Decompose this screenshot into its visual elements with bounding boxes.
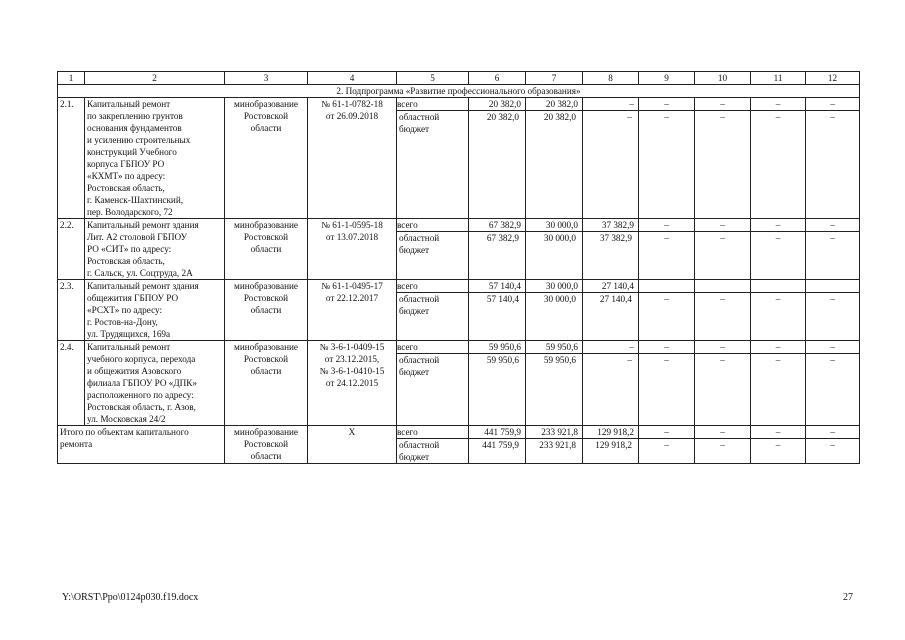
text-line: минобразование — [234, 281, 298, 291]
text-line: области — [250, 123, 282, 133]
amount-total: 441 759,9 — [469, 426, 526, 439]
amount-cell — [695, 98, 751, 219]
text-line: Итого по объектам капитального — [60, 427, 189, 437]
amount-cell — [751, 341, 806, 426]
text-line: Лит. А2 столовой ГБПОУ — [87, 232, 188, 242]
column-number-header: 1 — [58, 72, 85, 85]
object-name — [85, 341, 225, 426]
amount-budget: 30 000,0 — [543, 233, 576, 243]
text-line: ул. Трудящихся, 169а — [87, 329, 171, 339]
file-path: Y:\ORST\Ppo\0124p030.f19.docx — [62, 592, 199, 603]
column-number-header: 11 — [751, 72, 806, 85]
text-line: Капитальный ремонт — [87, 342, 171, 352]
amount-budget: 20 382,0 — [486, 112, 519, 122]
text-line: конструкций Учебного — [87, 147, 177, 157]
amount-total: – — [583, 341, 639, 354]
amount-total: – — [639, 219, 695, 232]
amount-cell — [695, 341, 751, 426]
amount-budget: – — [664, 355, 669, 365]
amount-cell — [806, 219, 860, 280]
amount-budget: – — [664, 440, 669, 450]
document-number — [308, 341, 397, 426]
column-number-header: 4 — [308, 72, 397, 85]
text-line: областной — [399, 294, 440, 304]
text-line: областной — [399, 112, 440, 122]
amount-budget: 37 382,9 — [599, 233, 632, 243]
amount-total: 20 382,0 — [526, 98, 583, 111]
text-line: Капитальный ремонт здания — [87, 220, 199, 230]
object-name — [85, 280, 225, 341]
text-line: г. Сальск, ул. Соцтруда, 2А — [87, 268, 193, 278]
amount-total — [751, 280, 806, 293]
source-total-label: всего — [397, 219, 469, 232]
amount-total: – — [695, 426, 751, 439]
text-line: Ростовской — [243, 232, 289, 242]
funding-source — [397, 426, 469, 464]
amount-cell — [639, 219, 695, 280]
amount-cell — [806, 426, 860, 464]
column-number-header: 3 — [225, 72, 308, 85]
amount-cell — [639, 98, 695, 219]
amount-budget: – — [775, 233, 781, 243]
table-row — [58, 341, 860, 426]
amount-total: 37 382,9 — [583, 219, 639, 232]
amount-budget: 233 921,8 — [539, 440, 576, 450]
amount-total: – — [751, 426, 806, 439]
organization — [225, 280, 308, 341]
column-number-header: 8 — [583, 72, 639, 85]
amount-cell — [751, 280, 806, 341]
funding-source — [397, 280, 469, 341]
document-number — [308, 219, 397, 280]
amount-budget: – — [627, 112, 632, 122]
organization — [225, 98, 308, 219]
amount-cell — [639, 280, 695, 341]
amount-budget: – — [720, 112, 725, 122]
amount-total: 129 918,2 — [583, 426, 639, 439]
amount-total: – — [751, 219, 806, 232]
amount-cell — [695, 280, 751, 341]
amount-total: 30 000,0 — [526, 219, 583, 232]
text-line: г. Ростов-на-Дону, — [87, 317, 158, 327]
amount-budget: 441 759,9 — [482, 440, 519, 450]
amount-cell — [526, 219, 583, 280]
text-line: и усилению строительных — [87, 135, 191, 145]
amount-budget: 59 950,6 — [486, 355, 519, 365]
funding-source — [397, 341, 469, 426]
text-line: Ростовской — [243, 354, 289, 364]
amount-budget: – — [830, 233, 835, 243]
text-line: основания фундаментов — [87, 123, 182, 133]
amount-cell — [583, 219, 639, 280]
amount-budget: 67 382,9 — [486, 233, 519, 243]
text-line: минобразование — [234, 427, 298, 437]
text-line: Ростовская область, г. Азов, — [87, 402, 196, 412]
column-number-header: 5 — [397, 72, 469, 85]
amount-cell — [583, 280, 639, 341]
text-line: бюджет — [399, 245, 430, 255]
text-line: областной — [399, 440, 440, 450]
amount-budget: – — [720, 233, 725, 243]
text-line: области — [250, 366, 282, 376]
source-total-label: всего — [397, 341, 469, 354]
amount-total: – — [695, 219, 751, 232]
amount-budget: – — [830, 294, 835, 304]
amount-cell — [469, 219, 526, 280]
amount-total: 30 000,0 — [526, 280, 583, 293]
amount-budget: – — [830, 355, 835, 365]
column-number-header: 6 — [469, 72, 526, 85]
object-name — [85, 219, 225, 280]
amount-cell — [695, 219, 751, 280]
text-line: области — [250, 244, 282, 254]
amount-budget: – — [775, 294, 781, 304]
amount-total: – — [695, 341, 751, 354]
text-line: расположенного по адресу: — [87, 390, 194, 400]
text-line: «РСХТ» по адресу: — [87, 305, 163, 315]
amount-total: – — [583, 98, 639, 111]
amount-cell — [526, 280, 583, 341]
row-number: 2.3. — [58, 280, 85, 341]
amount-budget: – — [830, 112, 835, 122]
row-number: 2.2. — [58, 219, 85, 280]
capital-repair-table — [57, 71, 860, 464]
text-line: «КХМТ» по адресу: — [87, 171, 166, 181]
amount-budget: 20 382,0 — [543, 112, 576, 122]
total-row — [58, 426, 860, 464]
amount-budget: – — [720, 440, 725, 450]
organization — [225, 219, 308, 280]
amount-total: – — [639, 426, 695, 439]
amount-total: – — [751, 341, 806, 354]
amount-total: 27 140,4 — [583, 280, 639, 293]
column-number-header: 10 — [695, 72, 751, 85]
amount-budget: 59 950,6 — [543, 355, 576, 365]
amount-cell — [469, 280, 526, 341]
text-line: бюджет — [399, 452, 430, 462]
amount-cell — [806, 341, 860, 426]
document-number — [308, 280, 397, 341]
text-line: областной — [399, 233, 440, 243]
text-line: РО «СИТ» по адресу: — [87, 244, 172, 254]
text-line: от 13.07.2018 — [325, 232, 379, 242]
organization — [225, 426, 308, 464]
amount-budget: – — [720, 355, 725, 365]
amount-budget: – — [664, 294, 669, 304]
amount-budget: 129 918,2 — [595, 440, 632, 450]
source-total-label: всего — [397, 98, 469, 111]
amount-total: – — [639, 98, 695, 111]
amount-cell — [751, 426, 806, 464]
text-line: № 3-6-1-0409-15 — [319, 342, 385, 352]
amount-budget: – — [664, 233, 669, 243]
amount-total: 59 950,6 — [526, 341, 583, 354]
text-line: № 61-1-0782-18 — [321, 99, 383, 109]
text-line: от 26.09.2018 — [325, 111, 379, 121]
text-line: № 61-1-0595-18 — [321, 220, 383, 230]
table-row — [58, 219, 860, 280]
amount-total: 67 382,9 — [469, 219, 526, 232]
text-line: г. Каменск-Шахтинский, — [87, 195, 184, 205]
text-line: Ростовской — [243, 293, 289, 303]
text-line: минобразование — [234, 342, 298, 352]
amount-budget: 57 140,4 — [486, 294, 519, 304]
amount-total — [695, 280, 751, 293]
table-row — [58, 280, 860, 341]
text-line: общежития ГБПОУ РО — [87, 293, 179, 303]
amount-total: – — [751, 98, 806, 111]
text-line: от 22.12.2017 — [325, 293, 379, 303]
amount-budget: – — [775, 112, 781, 122]
amount-total: 20 382,0 — [469, 98, 526, 111]
organization — [225, 341, 308, 426]
text-line: по закреплению грунтов — [87, 111, 183, 121]
funding-source — [397, 98, 469, 219]
document-number — [308, 98, 397, 219]
text-line: № 61-1-0495-17 — [321, 281, 383, 291]
text-line: минобразование — [234, 99, 298, 109]
row-number: 2.1. — [58, 98, 85, 219]
amount-cell — [806, 98, 860, 219]
amount-cell — [469, 426, 526, 464]
amount-total: – — [695, 98, 751, 111]
text-line: бюджет — [399, 124, 430, 134]
text-line: от 23.12.2015, — [324, 354, 380, 364]
amount-total: – — [806, 341, 860, 354]
text-line: минобразование — [234, 220, 298, 230]
page-number: 27 — [843, 592, 853, 603]
amount-budget: 30 000,0 — [543, 294, 576, 304]
amount-cell — [639, 341, 695, 426]
amount-cell — [526, 426, 583, 464]
text-line: от 24.12.2015 — [325, 378, 379, 388]
amount-cell — [583, 426, 639, 464]
amount-budget: – — [627, 355, 632, 365]
text-line: и общежития Азовского — [87, 366, 182, 376]
amount-cell — [695, 426, 751, 464]
amount-cell — [639, 426, 695, 464]
text-line: бюджет — [399, 306, 430, 316]
amount-total: 57 140,4 — [469, 280, 526, 293]
amount-budget: – — [775, 440, 781, 450]
text-line: области — [250, 305, 282, 315]
object-name — [85, 98, 225, 219]
amount-total: – — [639, 341, 695, 354]
column-number-header: 7 — [526, 72, 583, 85]
amount-cell — [526, 341, 583, 426]
text-line: областной — [399, 355, 440, 365]
text-line: корпуса ГБПОУ РО — [87, 159, 165, 169]
amount-total: – — [806, 219, 860, 232]
amount-budget: 27 140,4 — [599, 294, 632, 304]
amount-budget: – — [664, 112, 669, 122]
text-line: ул. Московская 24/2 — [87, 414, 166, 424]
amount-cell — [583, 98, 639, 219]
amount-total — [639, 280, 695, 293]
amount-cell — [526, 98, 583, 219]
text-line: Капитальный ремонт — [87, 99, 171, 109]
table-row — [58, 98, 860, 219]
amount-cell — [751, 219, 806, 280]
text-line: № 3-6-1-0410-15 — [319, 366, 385, 376]
text-line: бюджет — [399, 367, 430, 377]
amount-budget: – — [775, 355, 781, 365]
amount-cell — [469, 341, 526, 426]
source-total-label: всего — [397, 280, 469, 293]
amount-total: 233 921,8 — [526, 426, 583, 439]
column-number-header: 12 — [806, 72, 860, 85]
total-label — [58, 426, 225, 464]
funding-source — [397, 219, 469, 280]
section-title: 2. Подпрограмма «Развитие профессионального образования» — [58, 85, 860, 98]
column-number-header: 9 — [639, 72, 695, 85]
row-number: 2.4. — [58, 341, 85, 426]
amount-budget: – — [720, 294, 725, 304]
text-line: учебного корпуса, перехода — [87, 354, 196, 364]
amount-cell — [806, 280, 860, 341]
amount-budget: – — [830, 440, 835, 450]
text-line: филиала ГБПОУ РО «ДПК» — [87, 378, 198, 388]
text-line: Капитальный ремонт здания — [87, 281, 199, 291]
amount-cell — [583, 341, 639, 426]
text-line: области — [250, 451, 282, 461]
amount-total — [806, 280, 860, 293]
document-number: Х — [308, 426, 397, 464]
text-line: Ростовская область, — [87, 256, 165, 266]
text-line: Ростовская область, — [87, 183, 165, 193]
text-line: Ростовской — [243, 439, 289, 449]
amount-cell — [469, 98, 526, 219]
text-line: ремонта — [60, 439, 93, 449]
text-line: Ростовской — [243, 111, 289, 121]
source-total-label: всего — [397, 426, 469, 439]
amount-total: – — [806, 98, 860, 111]
text-line: пер. Володарского, 72 — [87, 207, 173, 217]
amount-total: 59 950,6 — [469, 341, 526, 354]
amount-cell — [751, 98, 806, 219]
amount-total: – — [806, 426, 860, 439]
column-number-header: 2 — [85, 72, 225, 85]
